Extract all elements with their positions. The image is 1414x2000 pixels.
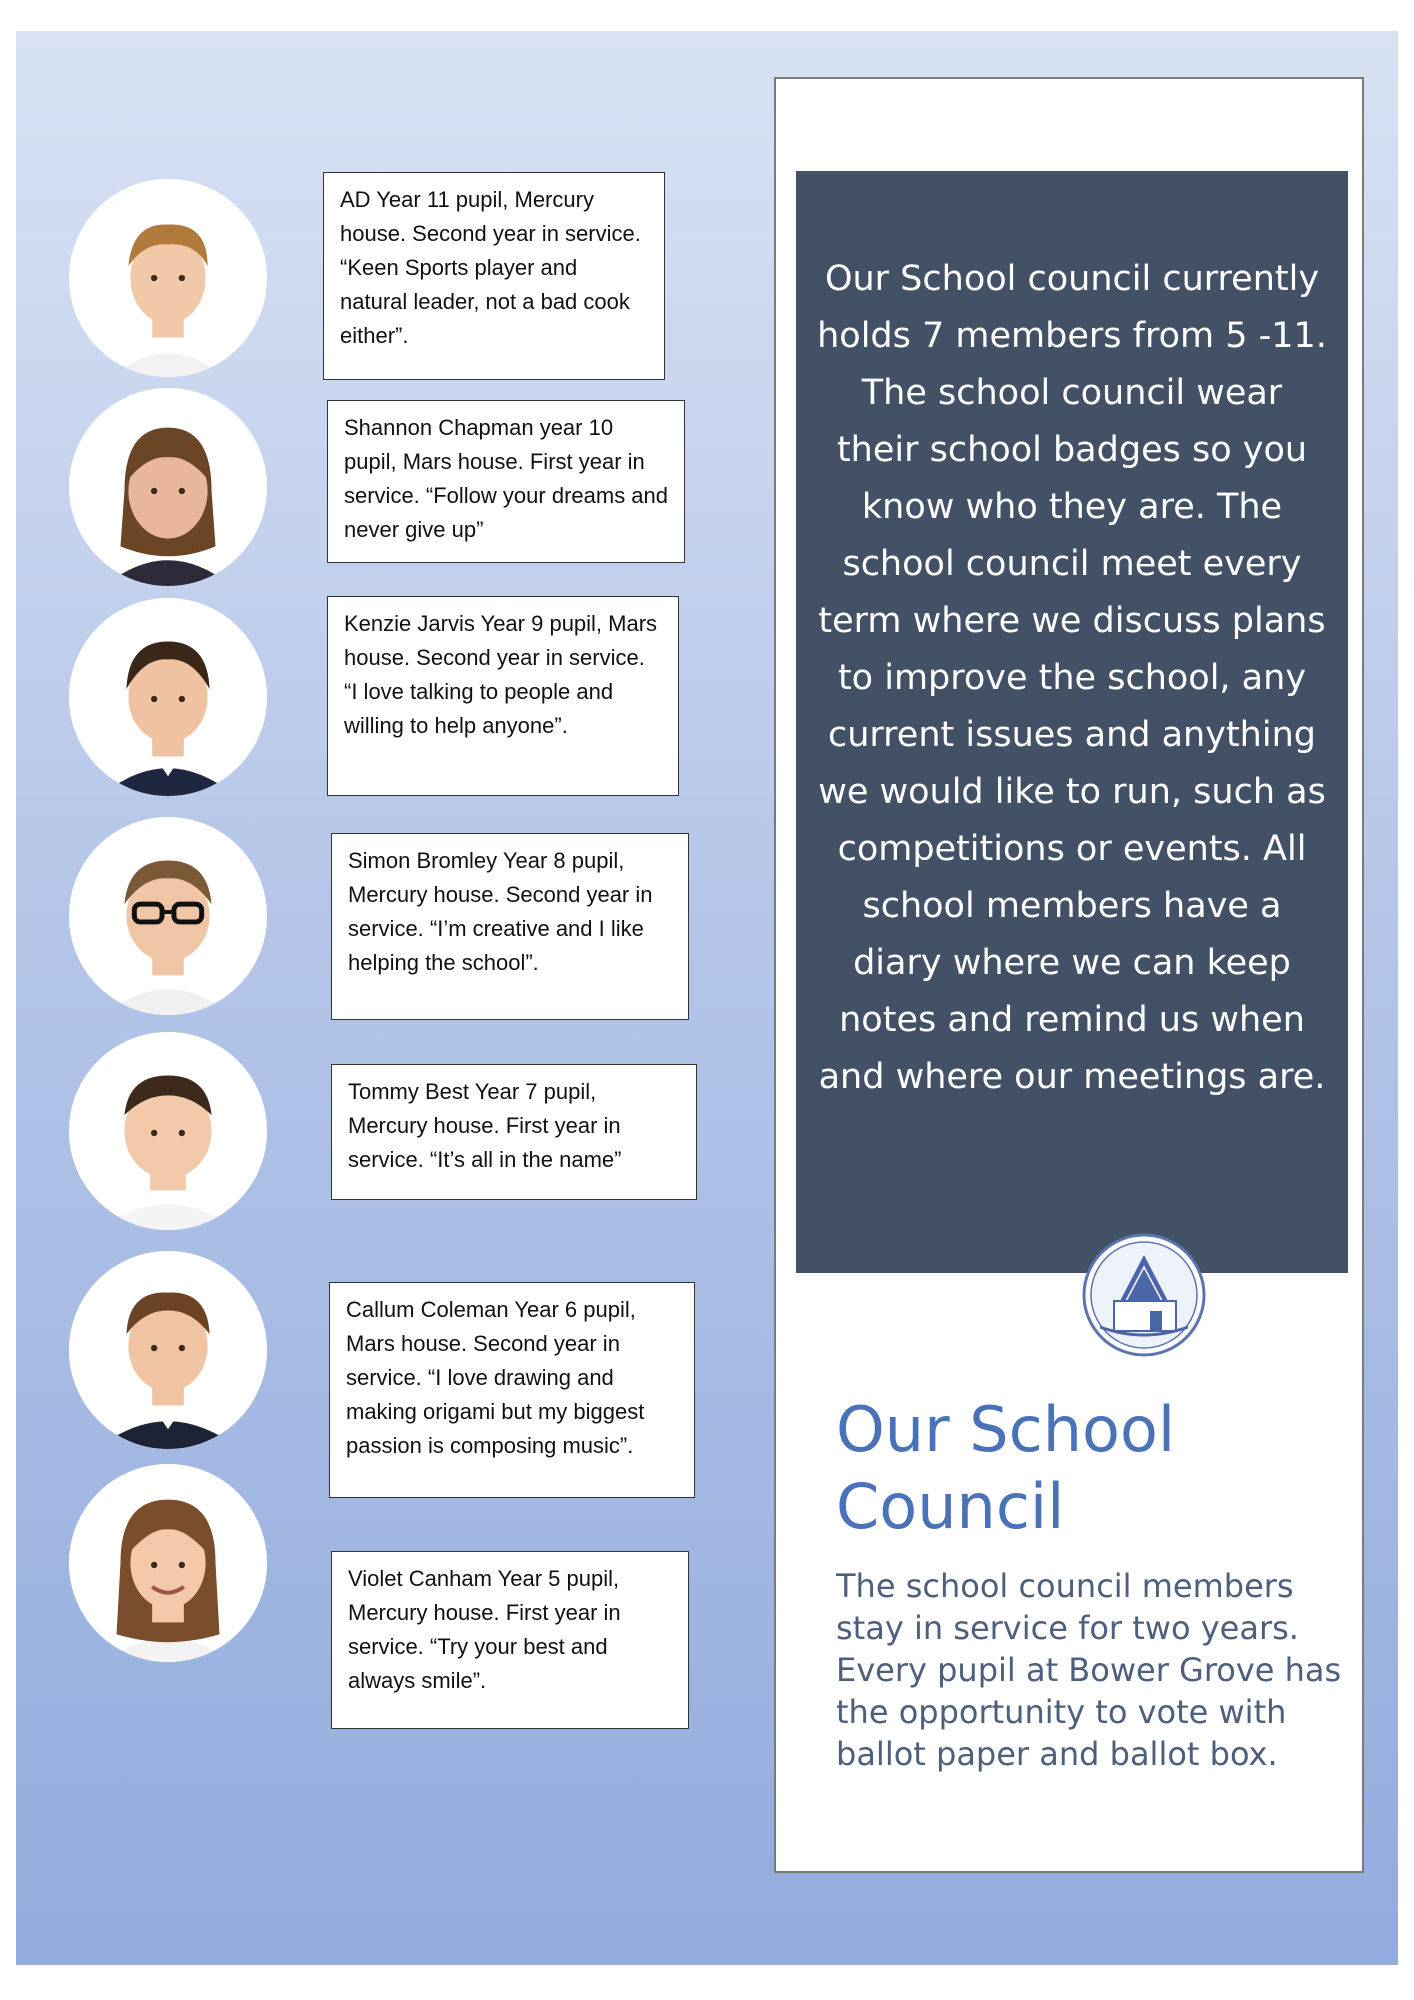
- pupil-photo-2: [69, 388, 267, 586]
- member-bio-5: [331, 1064, 697, 1200]
- pupil-photo-5: [69, 1032, 267, 1230]
- intro-text: Our School council currently holds 7 members from 5 -11. The school council wear their school badges so you know who they are. The school council meet every term where we discuss plans to improve the school, any current issues and anything we would like to run, such as competitions or events. All school members have a diary where we can keep notes and remind us when and where our meetings are.: [817, 259, 1327, 1097]
- member-bio-6: [329, 1282, 695, 1498]
- pupil-photo-4: [69, 817, 267, 1015]
- member-bio-4: [331, 833, 689, 1020]
- member-bio-text: Violet Canham Year 5 pupil, Mercury house. First year in service. “Try your best and always smile”.: [348, 1566, 621, 1693]
- page-title: Our School Council: [836, 1393, 1176, 1543]
- member-bio-text: Shannon Chapman year 10 pupil, Mars house. First year in service. “Follow your dreams and never give up”: [344, 415, 669, 542]
- member-bio-text: Callum Coleman Year 6 pupil, Mars house. Second year in service. “I love drawing and making origami but my biggest passion is composing music”.: [346, 1297, 645, 1458]
- school-crest-logo: [1078, 1231, 1210, 1359]
- pupil-photo-3: [69, 598, 267, 796]
- info-panel: [774, 77, 1364, 1873]
- intro-box: [796, 171, 1348, 1273]
- member-bio-3: [327, 596, 679, 796]
- pupil-photo-6: [69, 1251, 267, 1449]
- member-bio-text: Tommy Best Year 7 pupil, Mercury house. First year in service. “It’s all in the name”: [348, 1079, 622, 1172]
- member-bio-text: Kenzie Jarvis Year 9 pupil, Mars house. Second year in service. “I love talking to people and willing to help anyone”.: [344, 611, 658, 738]
- member-bio-text: Simon Bromley Year 8 pupil, Mercury house. Second year in service. “I’m creative and I like helping the school”.: [348, 848, 653, 975]
- pupil-photo-7: [69, 1464, 267, 1662]
- member-bio-2: [327, 400, 685, 563]
- member-bio-text: AD Year 11 pupil, Mercury house. Second year in service. “Keen Sports player and natural leader, not a bad cook either”.: [340, 187, 641, 348]
- member-bio-7: [331, 1551, 689, 1729]
- council-description: The school council members stay in service for two years. Every pupil at Bower Grove has the opportunity to vote with ballot paper and ballot box.: [836, 1567, 1342, 1773]
- member-bio-1: [323, 172, 665, 380]
- pupil-photo-1: [69, 179, 267, 377]
